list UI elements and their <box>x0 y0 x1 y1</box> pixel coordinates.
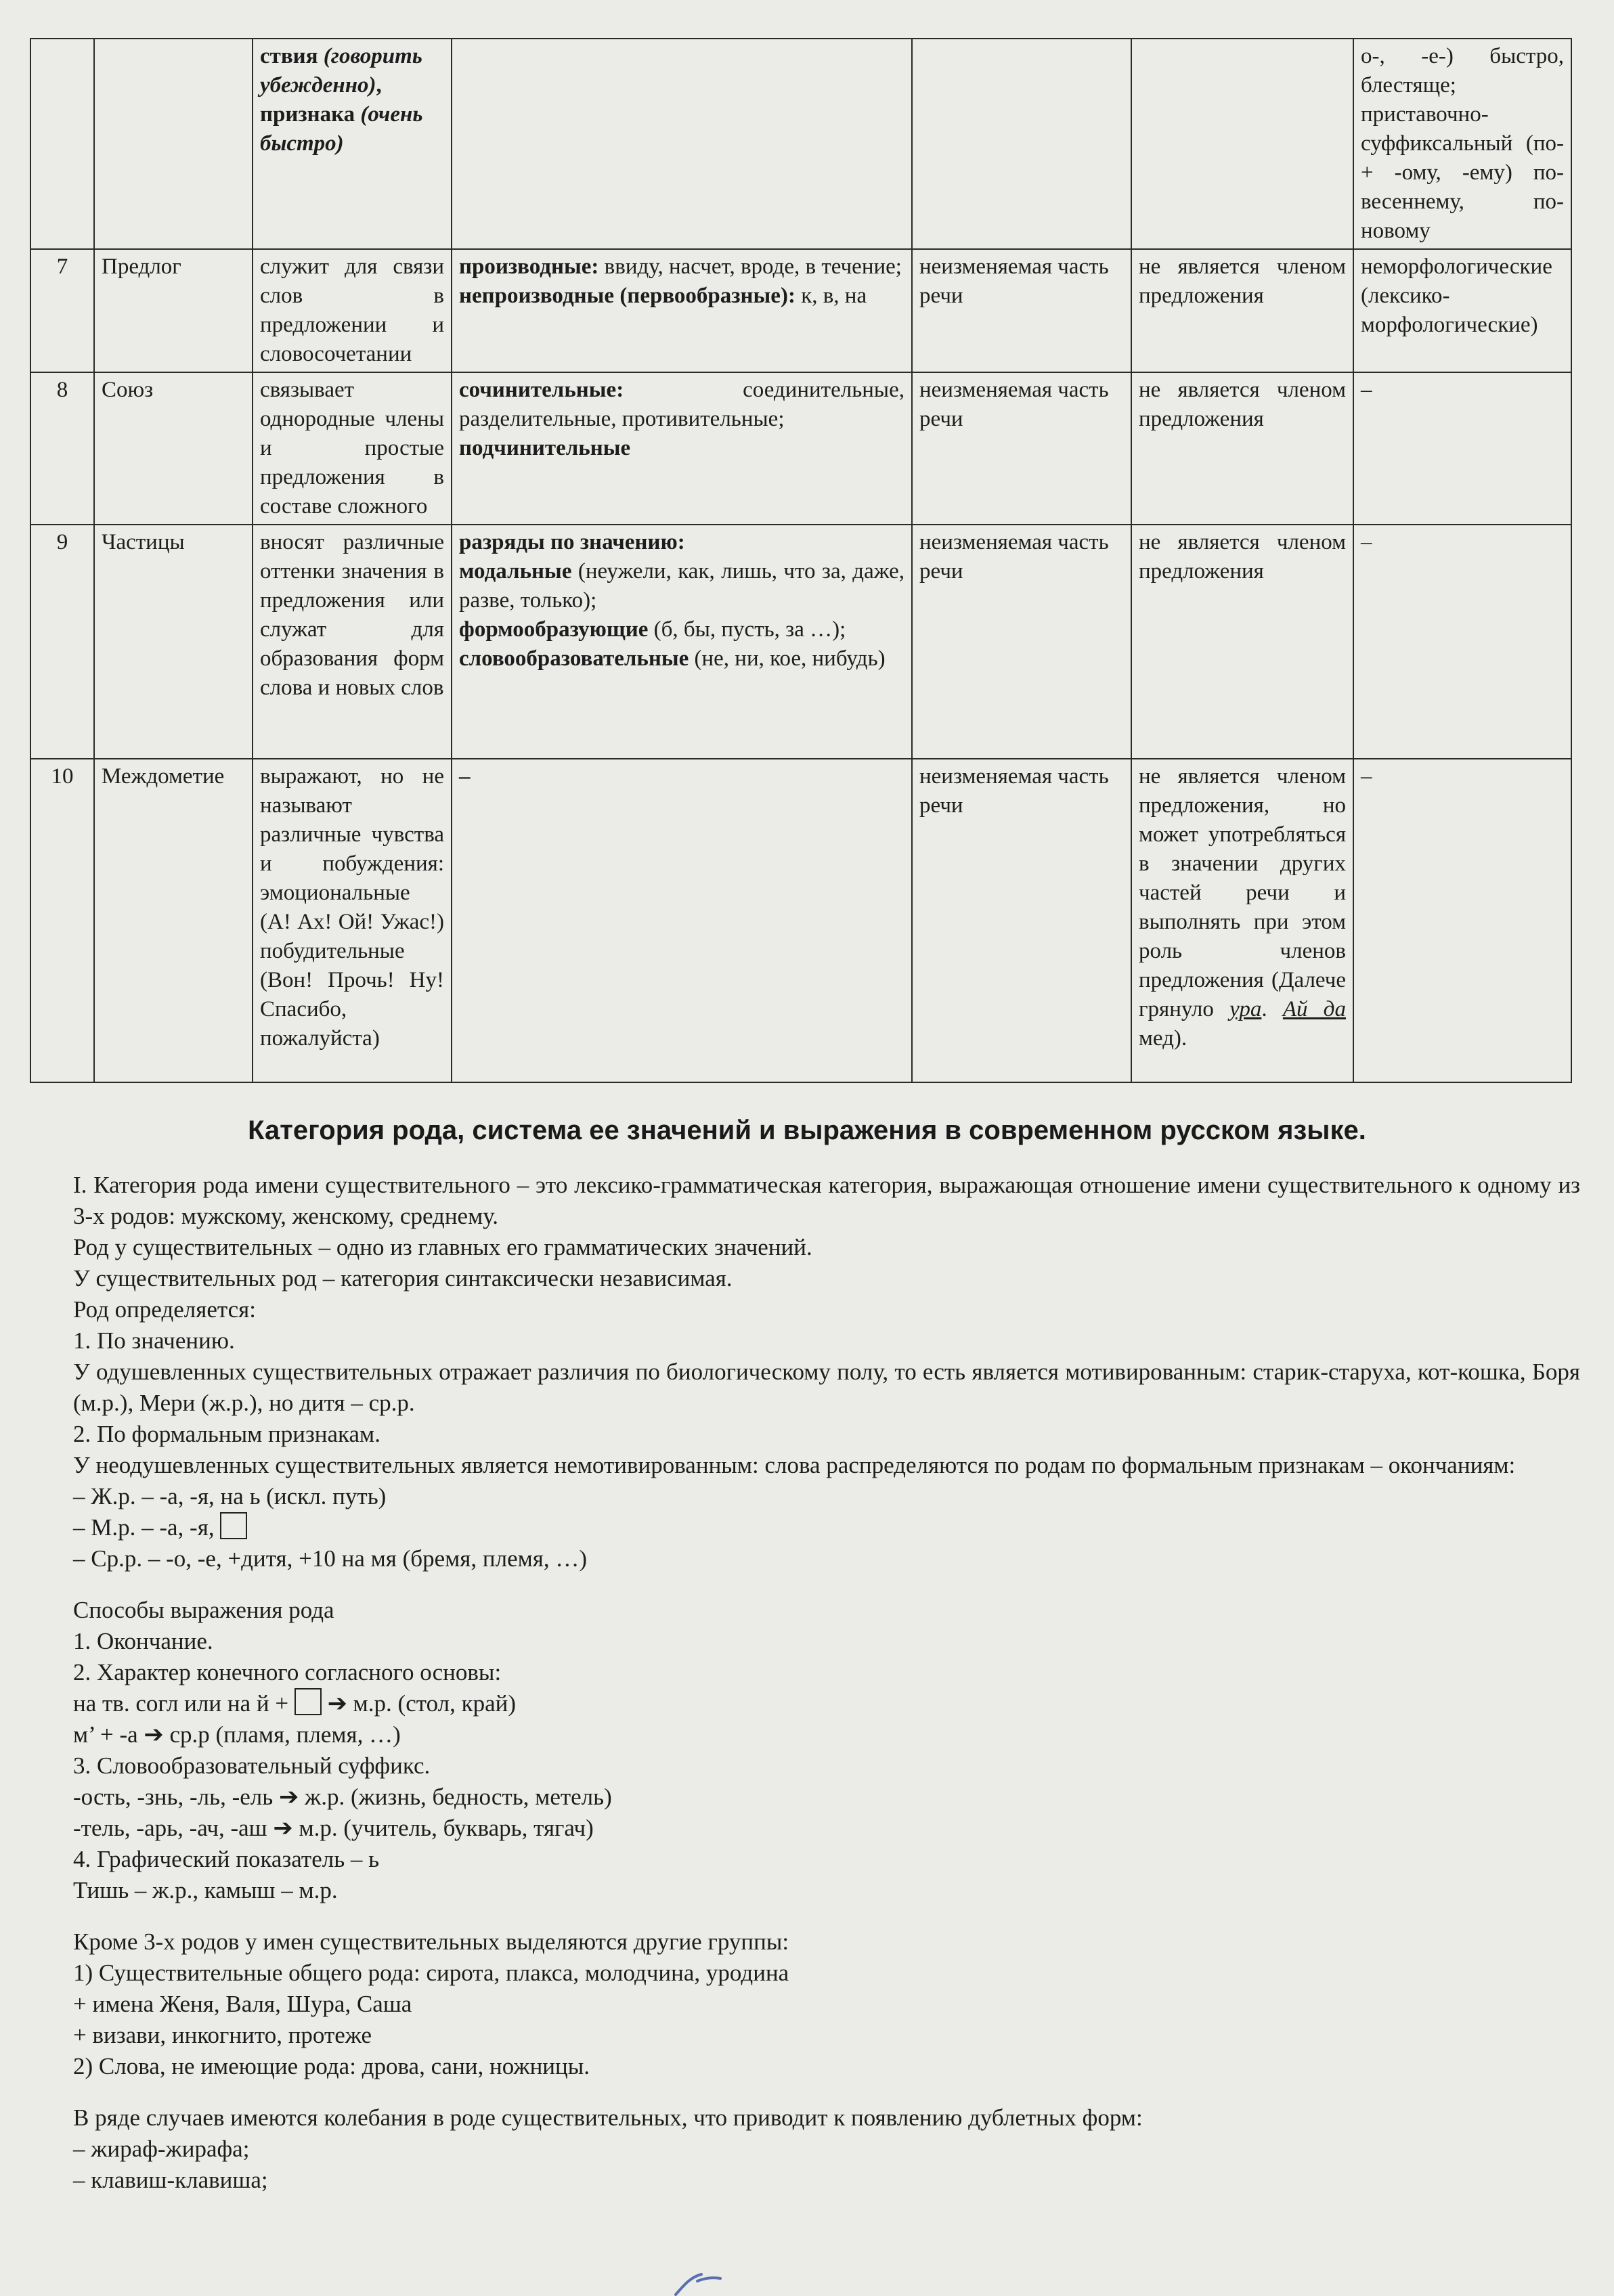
classes-cell: – <box>452 759 912 1082</box>
row-number <box>30 39 94 249</box>
change-cell: неизменяемая часть речи <box>912 372 1131 525</box>
numbered-item: 3. Словообразовательный суффикс. <box>73 1752 431 1779</box>
paragraph: Тишь – ж.р., камыш – м.р. <box>73 1877 338 1903</box>
part-of-speech-name: Междометие <box>94 759 253 1082</box>
formation-cell: – <box>1353 525 1571 759</box>
classes-cell: разряды по значению: модальные (неужели, как, лишь, что за, даже, разве, только); формообразующие (б, бы, пусть, за …); словообразовательные (не, ни, кое, нибудь) <box>452 525 912 759</box>
numbered-item: 4. Графический показатель – ь <box>73 1846 380 1872</box>
part-of-speech-name: Союз <box>94 372 253 525</box>
dash-item: – Ж.р. – -а, -я, на ь (искл. путь) <box>73 1483 387 1509</box>
function-cell: вносят различные оттенки значения в предложения или служат для образования форм слова и новых слов <box>253 525 452 759</box>
numbered-item: 2. Характер конечного согласного основы: <box>73 1659 502 1685</box>
rule-line <box>73 1813 1580 1844</box>
rule-line <box>73 1719 1580 1750</box>
handwritten-mark <box>670 2272 724 2296</box>
right-arrow-icon: ➔ <box>273 1815 293 1842</box>
paragraph: + имена Женя, Валя, Шура, Саша <box>73 1991 412 2017</box>
rule-right: ж.р. (жизнь, бедность, метель) <box>305 1784 612 1810</box>
rule-right: м.р. (учитель, букварь, тягач) <box>299 1815 594 1841</box>
paragraph: У одушевленных существительных отражает различия по биологическому полу, то есть является мотивированным: старик-старуха, кот-кошка, Боря (м.р.), Мери (ж.р.), но дитя – ср.р. <box>73 1359 1580 1416</box>
row-number: 7 <box>30 249 94 372</box>
section-body <box>73 1170 1580 2196</box>
paragraph: У неодушевленных существительных является немотивированным: слова распределяются по родам по формальным признакам – окончаниям: <box>73 1452 1516 1478</box>
part-of-speech-name: Предлог <box>94 249 253 372</box>
section-title: Категория рода, система ее значений и выражения в современном русском языке. <box>248 1116 1366 1145</box>
change-cell: неизменяемая часть речи <box>912 249 1131 372</box>
role-cell: не является членом предложения <box>1131 249 1353 372</box>
right-arrow-icon: ➔ <box>278 1784 299 1811</box>
empty-square-icon <box>220 1512 247 1539</box>
rule-right: м.р. (стол, край) <box>353 1690 517 1717</box>
paragraph: + визави, инкогнито, протеже <box>73 2022 372 2048</box>
dash-item: – клавиш-клавиша; <box>73 2167 268 2193</box>
paragraph: Род определяется: <box>73 1296 256 1323</box>
right-arrow-icon: ➔ <box>144 1721 164 1748</box>
function-cell: ствия (говорить убежденно), признака (очень быстро) <box>253 39 452 249</box>
parts-of-speech-table <box>30 38 1572 1083</box>
paragraph: Способы выражения рода <box>73 1597 334 1623</box>
paragraph: Род у существительных – одно из главных его грамматических значений. <box>73 1234 812 1260</box>
role-cell: не является членом предложения, но может употребляться в значении других частей речи и выполнять при этом роль членов предложения (Далече грянуло ура. Ай да мед). <box>1131 759 1353 1082</box>
rule-line <box>73 1688 1580 1719</box>
rule-left: на тв. согл или на й + <box>73 1690 289 1717</box>
role-cell: не является членом предложения <box>1131 525 1353 759</box>
numbered-item: 2) Слова, не имеющие рода: дрова, сани, ножницы. <box>73 2053 590 2079</box>
formation-cell: – <box>1353 759 1571 1082</box>
formation-cell: неморфологические (лексико-морфологические) <box>1353 249 1571 372</box>
change-cell: неизменяемая часть речи <box>912 759 1131 1082</box>
row-number: 9 <box>30 525 94 759</box>
rule-left: м’ + -а <box>73 1721 138 1748</box>
table-row <box>30 525 1571 759</box>
paragraph: В ряде случаев имеются колебания в роде существительных, что приводит к появлению дублетных форм: <box>73 2104 1143 2131</box>
dash-item <box>73 1512 1580 1543</box>
numbered-item: 1) Существительные общего рода: сирота, плакса, молодчина, уродина <box>73 1960 789 1986</box>
numbered-item: 2. По формальным признакам. <box>73 1421 380 1447</box>
table-row <box>30 372 1571 525</box>
dash-item: – Ср.р. – -о, -е, +дитя, +10 на мя (бремя, племя, …) <box>73 1545 588 1572</box>
function-cell: связывает однородные члены и простые предложения в составе сложного <box>253 372 452 525</box>
change-cell <box>912 39 1131 249</box>
classes-cell <box>452 39 912 249</box>
function-cell: выражают, но не называют различные чувства и побуждения: эмоциональные (А! Ах! Ой! Ужас!) побудительные (Вон! Прочь! Ну! Спасибо, пожалуйста) <box>253 759 452 1082</box>
formation-cell: о-, -е-) быстро, блестяще; приставочно-суффиксальный (по- + -ому, -ему) по-весеннему, по-новому <box>1353 39 1571 249</box>
function-cell: служит для связи слов в предложении и словосочетании <box>253 249 452 372</box>
empty-square-icon <box>295 1688 322 1715</box>
rule-left: -тель, -арь, -ач, -аш <box>73 1815 267 1841</box>
table-row <box>30 249 1571 372</box>
row-number: 10 <box>30 759 94 1082</box>
table-row <box>30 39 1571 249</box>
paragraph: Кроме 3-х родов у имен существительных выделяются другие группы: <box>73 1928 789 1955</box>
paragraph: У существительных род – категория синтаксически независимая. <box>73 1265 733 1292</box>
rule-left: -ость, -знь, -ль, -ель <box>73 1784 274 1810</box>
paragraph: I. Категория рода имени существительного – это лексико-грамматическая категория, выражающая отношение имени существительного к одному из 3-х родов: мужскому, женскому, среднему. <box>73 1172 1580 1229</box>
right-arrow-icon: ➔ <box>327 1690 347 1717</box>
rule-line <box>73 1782 1580 1813</box>
classes-cell: сочинительные: соединительные, разделительные, противительные; подчинительные <box>452 372 912 525</box>
formation-cell: – <box>1353 372 1571 525</box>
rule-right: ср.р (пламя, племя, …) <box>169 1721 401 1748</box>
classes-cell: производные: ввиду, насчет, вроде, в течение; непроизводные (первообразные): к, в, на <box>452 249 912 372</box>
row-number: 8 <box>30 372 94 525</box>
part-of-speech-name: Частицы <box>94 525 253 759</box>
dash-item: – жираф-жирафа; <box>73 2136 250 2162</box>
table-row <box>30 759 1571 1082</box>
numbered-item: 1. Окончание. <box>73 1628 213 1654</box>
role-cell: не является членом предложения <box>1131 372 1353 525</box>
dash-item-text: – М.р. – -а, -я, <box>73 1514 215 1541</box>
numbered-item: 1. По значению. <box>73 1327 235 1354</box>
role-cell <box>1131 39 1353 249</box>
change-cell: неизменяемая часть речи <box>912 525 1131 759</box>
table-body <box>30 39 1571 1082</box>
part-of-speech-name <box>94 39 253 249</box>
